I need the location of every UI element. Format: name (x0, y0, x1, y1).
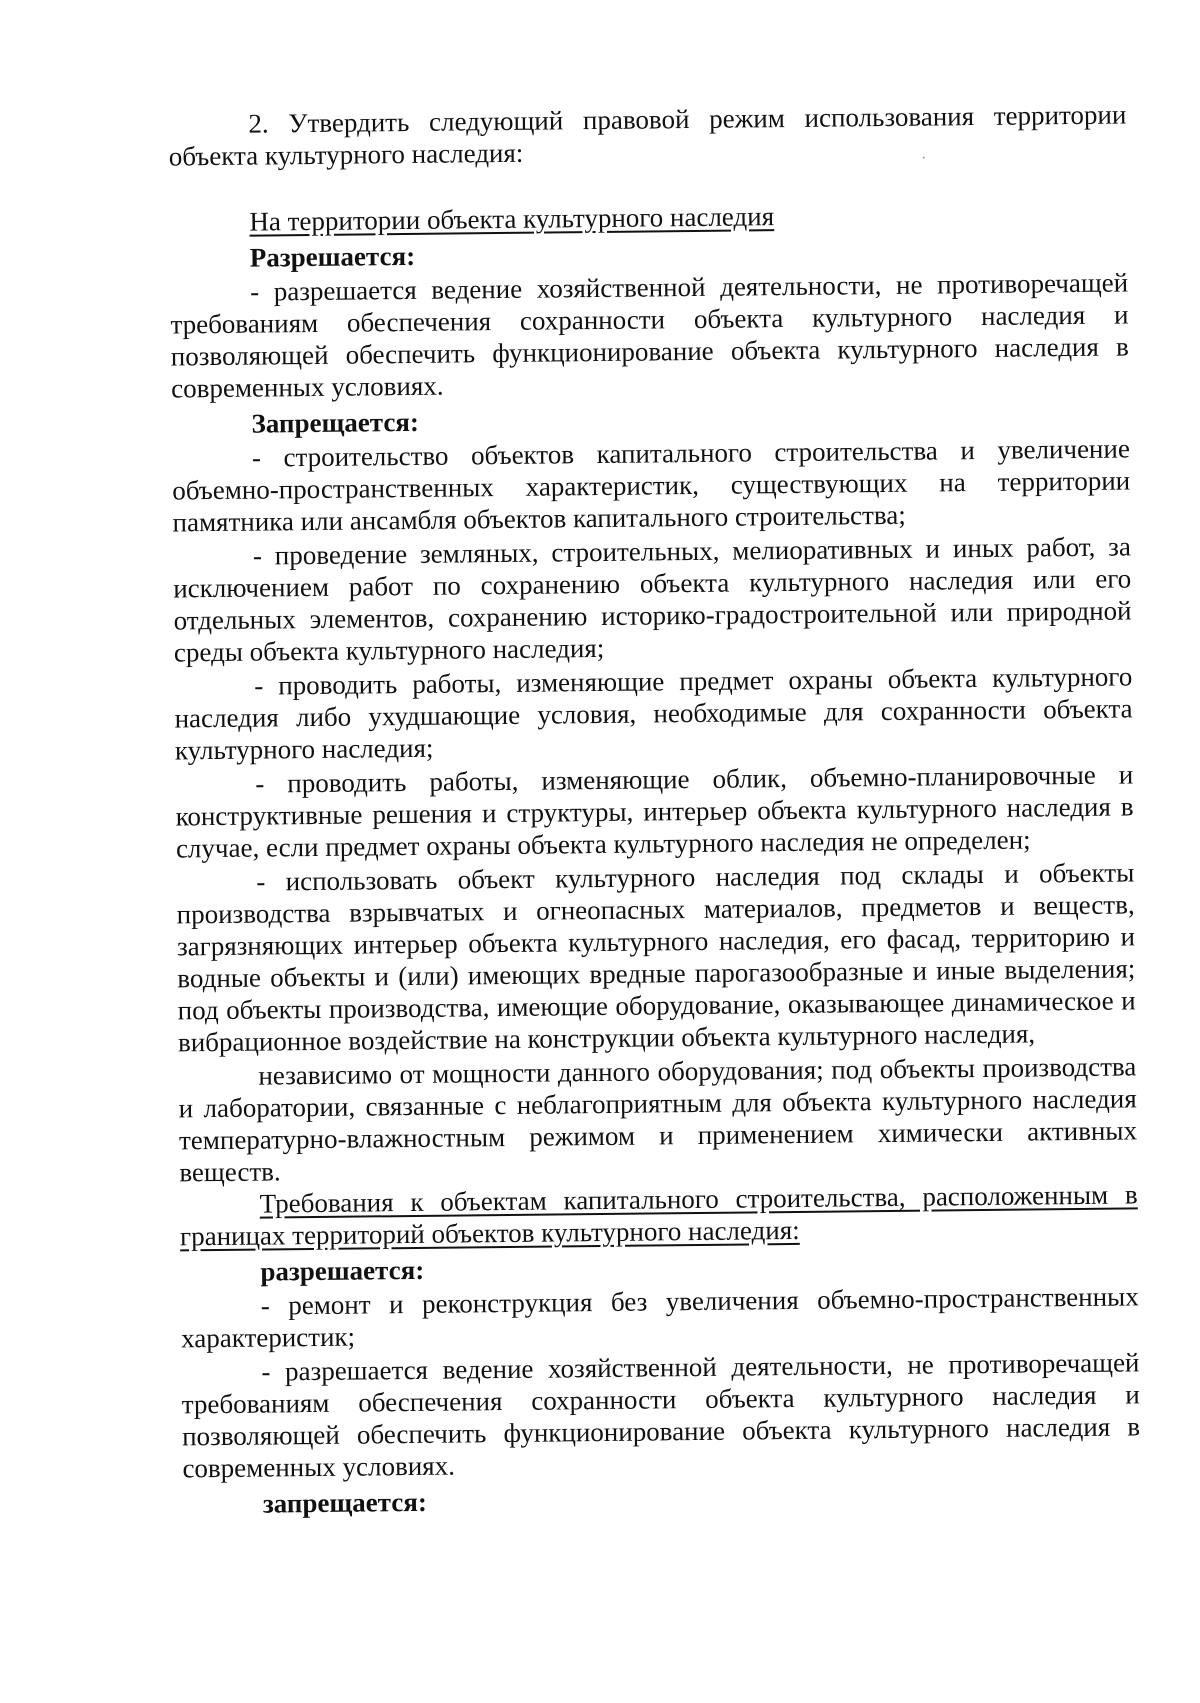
forbidden-item: - проведение земляных, строительных, мелиоративных и иных работ, за исключением работ по сохранению объекта культурного наследия или его отдельных элементов, сохранению историко-градостроительной или природной среды объекта культурного наследия; (173, 531, 1132, 668)
allowed-item: - ремонт и реконструкция без увеличения объемно-пространственных характеристик; (180, 1281, 1139, 1354)
forbidden-label: Запрещается: (251, 406, 420, 439)
forbidden-item: - строительство объектов капитального строительства и увеличение объемно-пространственных характеристик, существующих на территории памятника или ансамбля объектов капитального строительства; (172, 433, 1131, 538)
forbidden-label: запрещается: (262, 1486, 428, 1519)
forbidden-item-continuation: независимо от мощности данного оборудования; под объекты производства и лаборатории, связанные с неблагоприятным для объекта культурного наследия температурно-влажностным режимом и применением химически активных веществ. (178, 1051, 1138, 1188)
allowed-item: - разрешается ведение хозяйственной деятельности, не противоречащей требованиям обеспечения сохранности объекта культурного наследия и позволяющей обеспечить функционирование объекта культурного наследия в современных условиях. (181, 1347, 1141, 1484)
forbidden-item: - проводить работы, изменяющие предмет охраны объекта культурного наследия либо ухудшающие условия, необходимые для сохранности объекта культурного наследия; (174, 661, 1133, 766)
forbidden-item: - проводить работы, изменяющие облик, объемно-планировочные и конструктивные решения и структуры, интерьер объекта культурного наследия в случае, если предмет охраны объекта культурного наследия не определен; (175, 759, 1134, 864)
intro-paragraph: 2. Утвердить следующий правовой режим использования территории объекта культурного наследия: (168, 99, 1127, 172)
document-body (168, 98, 1141, 1522)
section-capital-objects-heading: Требования к объектам капитального строительства, расположенным в границах территорий объектов культурного наследия: (179, 1179, 1138, 1252)
allowed-label: разрешается: (260, 1254, 425, 1287)
allowed-label: Разрешается: (249, 240, 416, 273)
section-territory-heading: На территории объекта культурного наследия (249, 201, 775, 237)
forbidden-item: - использовать объект культурного наследия под склады и объекты производства взрывчатых и огнеопасных материалов, предметов и веществ, загрязняющих интерьер объекта культурного наследия, его фасад, территорию и водные объекты и (или) имеющих вредные парогазообразные и иные выделения; под объекты производства, имеющие оборудование, оказывающее динамическое и вибрационное воздействие на конструкции объекта культурного наследия, (176, 857, 1136, 1058)
allowed-item: - разрешается ведение хозяйственной деятельности, не противоречащей требованиям обеспечения сохранности объекта культурного наследия и позволяющей обеспечить функционирование объекта культурного наследия в современных условиях. (170, 267, 1129, 404)
